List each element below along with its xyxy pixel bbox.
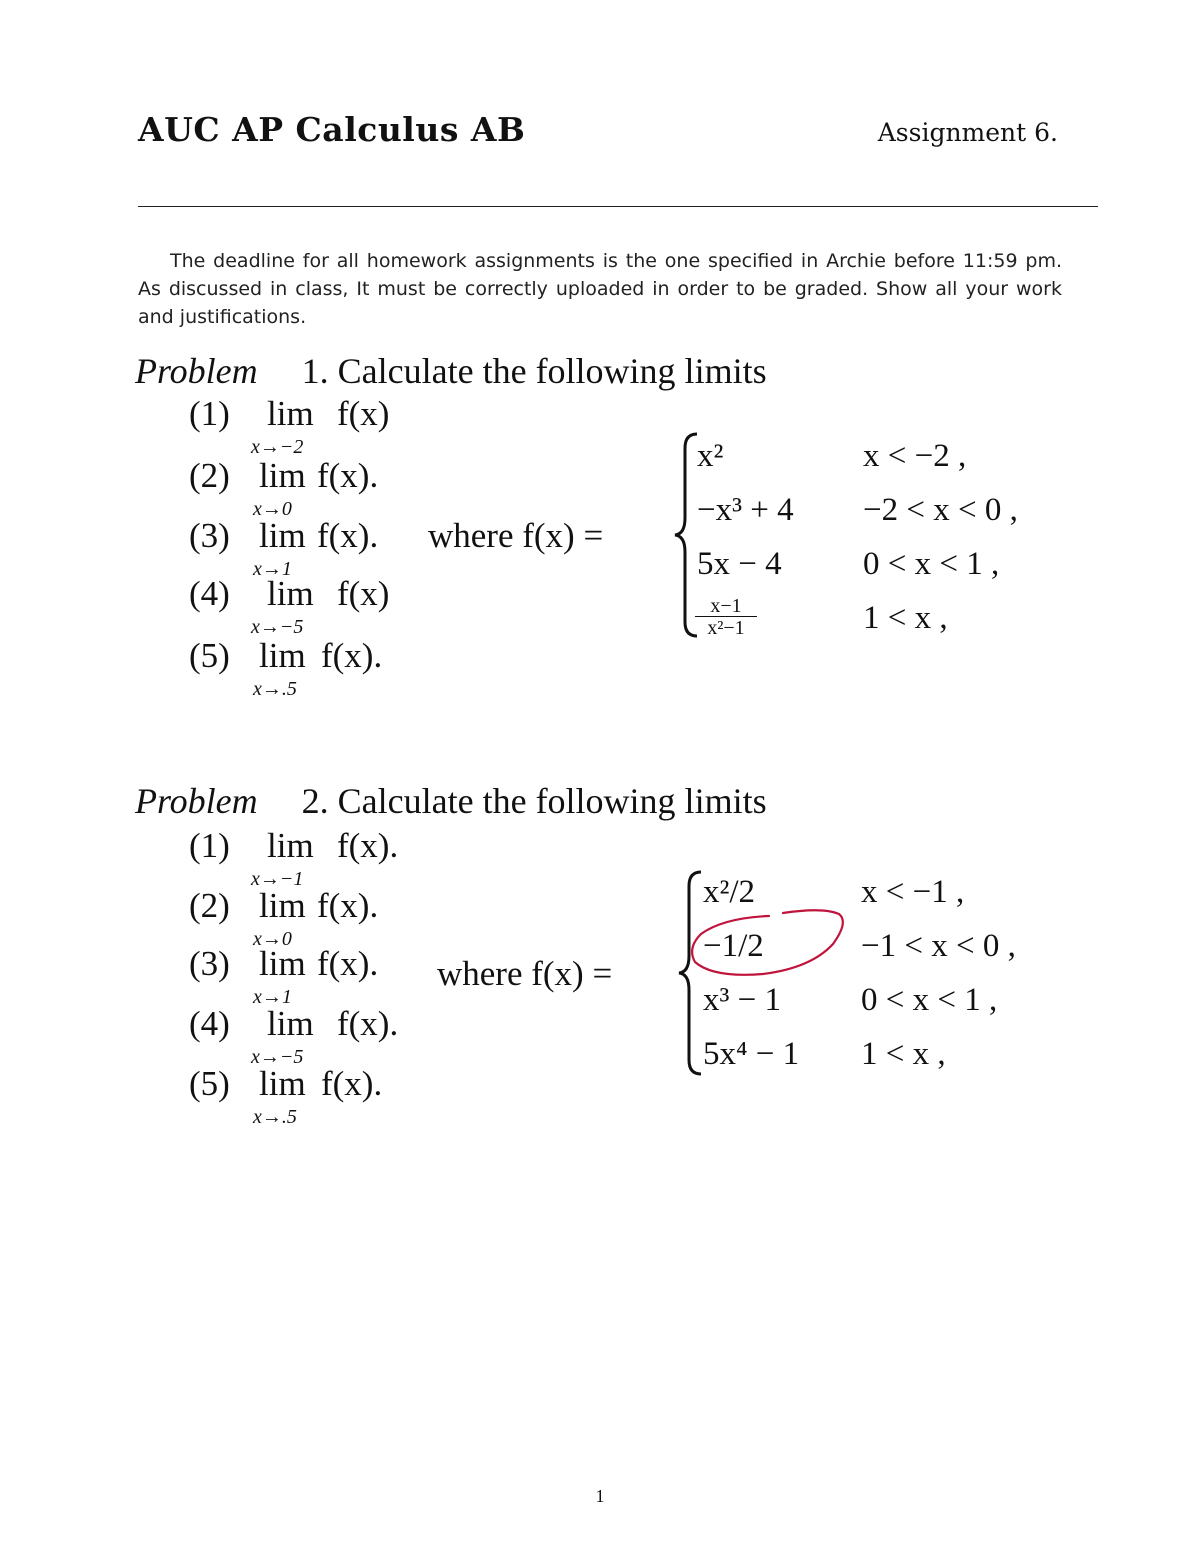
fraction-denominator: x²−1 (707, 617, 745, 639)
case-condition: −2 < x < 0 , (863, 492, 1018, 528)
case-condition: x < −1 , (861, 874, 965, 910)
function-call: f(x). (317, 944, 379, 983)
case-condition: 0 < x < 1 , (861, 982, 998, 1018)
item-number: (2) (189, 886, 230, 925)
function-call: f(x). (317, 456, 379, 495)
item-number: (3) (189, 516, 230, 555)
item-number: (5) (189, 636, 230, 675)
page-number: 1 (595, 1486, 605, 1506)
item-number: (5) (189, 1064, 230, 1103)
lim-operator: lim (259, 944, 306, 983)
case-condition: 0 < x < 1 , (863, 546, 1000, 582)
lim-subscript: x→.5 (253, 678, 297, 700)
case-expression: 5x⁴ − 1 (703, 1036, 800, 1072)
item-number: (3) (189, 944, 230, 983)
item-number: (4) (189, 1004, 230, 1043)
lim-operator: lim (259, 636, 306, 675)
case-expression: x²/2 (703, 874, 756, 910)
problem-1 (135, 350, 1095, 710)
lim-subscript: x→−2 (251, 436, 304, 458)
intro-paragraph: The deadline for all homework assignments is the one specified in Archie before 11:59 pm. As discussed in class, It must be correctly uploaded in order to be graded. Show all your work and justifications. (138, 250, 1062, 328)
case-expression: x² (697, 438, 724, 474)
assignment-label: Assignment 6. (877, 118, 1058, 147)
lim-subscript: x→1 (253, 558, 292, 580)
hand-drawn-circle-mark (683, 904, 853, 980)
case-expression: x³ − 1 (703, 982, 782, 1018)
problem-2 (135, 780, 1095, 1140)
problem-label: Problem (135, 781, 258, 821)
header-rule (138, 206, 1098, 207)
function-call: f(x). (317, 886, 379, 925)
case-condition: x < −2 , (863, 438, 967, 474)
case-expression: −x³ + 4 (697, 492, 794, 528)
lim-operator: lim (267, 1004, 314, 1043)
lim-operator: lim (259, 1064, 306, 1103)
case-condition: −1 < x < 0 , (861, 928, 1016, 964)
function-call: f(x). (337, 1004, 399, 1043)
lim-operator: lim (259, 886, 306, 925)
item-number: (2) (189, 456, 230, 495)
where-definition: where f(x) = (428, 516, 604, 555)
lim-subscript: x→.5 (253, 1106, 297, 1128)
lim-operator: lim (267, 394, 314, 433)
function-call: f(x). (317, 516, 379, 555)
function-call: f(x). (337, 826, 399, 865)
lim-operator: lim (267, 574, 314, 613)
lim-subscript: x→−1 (251, 868, 304, 890)
lim-operator: lim (267, 826, 314, 865)
where-definition: where f(x) = (437, 954, 613, 993)
case-condition: 1 < x , (863, 600, 948, 636)
lim-subscript: x→−5 (251, 616, 304, 638)
problem-heading: 2. Calculate the following limits (301, 781, 767, 821)
case-expression: −1/2 (703, 928, 764, 964)
lim-subscript: x→0 (253, 498, 292, 520)
lim-operator: lim (259, 516, 306, 555)
function-call: f(x) (337, 394, 390, 433)
problem-label: Problem (135, 351, 258, 391)
item-number: (1) (189, 394, 230, 433)
problem-title (135, 350, 767, 392)
problem-title (135, 780, 767, 822)
lim-operator: lim (259, 456, 306, 495)
function-call: f(x). (321, 1064, 383, 1103)
lim-subscript: x→1 (253, 986, 292, 1008)
case-expression: 5x − 4 (697, 546, 782, 582)
item-number: (1) (189, 826, 230, 865)
course-title: AUC AP Calculus AB (138, 110, 526, 149)
lim-subscript: x→−5 (251, 1046, 304, 1068)
function-call: f(x). (321, 636, 383, 675)
problem-heading: 1. Calculate the following limits (301, 351, 767, 391)
function-call: f(x) (337, 574, 390, 613)
lim-subscript: x→0 (253, 928, 292, 950)
fraction-numerator: x−1 (695, 596, 757, 617)
case-condition: 1 < x , (861, 1036, 946, 1072)
item-number: (4) (189, 574, 230, 613)
case-fraction (695, 596, 757, 639)
